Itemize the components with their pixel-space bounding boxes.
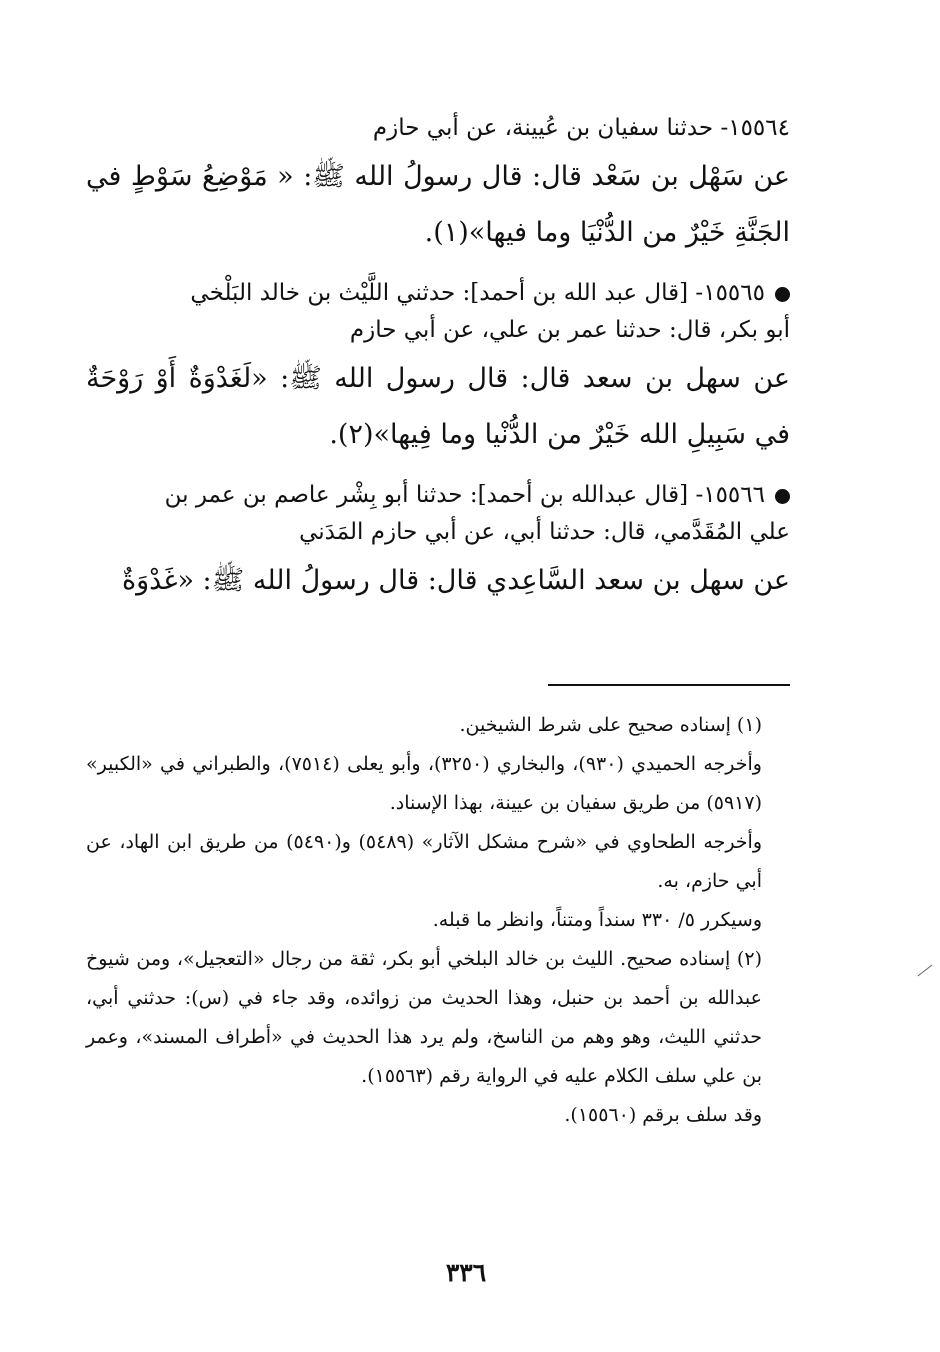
hadith-entry-15566	[86, 477, 790, 609]
isnad-line	[86, 477, 790, 514]
footnote-separator	[548, 684, 790, 686]
footnote-paragraph: وقد سلف برقم (١٥٥٦٠).	[564, 1104, 762, 1126]
footnotes	[86, 706, 790, 1135]
margin-mark	[918, 965, 933, 977]
isnad-text: ١٥٥٦٦- [قال عبدالله بن أحمد]: حدثنا أبو بِشْر عاصم بن عمر بن	[164, 482, 765, 508]
bullet-icon	[775, 489, 790, 504]
footnote-paragraph: وأخرجه الطحاوي في «شرح مشكل الآثار» (٥٤٨٩) و(٥٤٩٠) من طريق ابن الهاد، عن أبي حازم، به.	[86, 831, 762, 892]
footnote-paragraph: وسيكرر ٥/ ٣٣٠ سنداً ومتناً، وانظر ما قبله.	[432, 909, 762, 931]
hadith-entry-15564	[86, 110, 790, 261]
footnote-paragraph: (١) إسناده صحيح على شرط الشيخين.	[459, 714, 762, 736]
footnote-paragraph: وأخرجه الحميدي (٩٣٠)، والبخاري (٣٢٥٠)، وأبو يعلى (٧٥١٤)، والطبراني في «الكبير» (٥٩١٧) من طريق سفيان بن عيينة، بهذا الإسناد.	[86, 753, 762, 814]
matn-text: عن سهل بن سعد السَّاعِدي قال: قال رسولُ الله ﷺ: «غَدْوَةٌ	[121, 565, 790, 596]
hadith-text-body	[86, 110, 790, 623]
isnad-text: ١٥٥٦٥- [قال عبد الله بن أحمد]: حدثني اللَّيْث بن خالد البَلْخي	[190, 280, 765, 306]
matn-text: عن سهل بن سعد قال: قال رسول الله ﷺ: «لَغَدْوَةٌ أَوْ رَوْحَةٌ في سَبِيلِ الله خَيْرٌ من الدُّنْيا وما فِيها»(٢).	[86, 363, 790, 450]
isnad-line: علي المُقَدَّمي، قال: حدثنا أبي، عن أبي حازم المَدَني	[299, 519, 790, 545]
footnote-paragraph: (٢) إسناده صحيح. الليث بن خالد البلخي أبو بكر، ثقة من رجال «التعجيل»، ومن شيوخ عبدالله بن أحمد بن حنبل، وهذا الحديث من زوائده، وقد جاء في (س): حدثني أبي، حدثني الليث، وهو وهم من الناسخ، ولم يرد هذا الحديث في «أطراف المسند»، وعمر بن علي سلف الكلام عليه في الرواية رقم (١٥٥٦٣).	[86, 948, 762, 1087]
matn-text: عن سَهْل بن سَعْد قال: قال رسولُ الله ﷺ: « مَوْضِعُ سَوْطٍ في الجَنَّةِ خَيْرٌ من الدُّنْيَا وما فيها»(١).	[86, 161, 790, 248]
hadith-entry-15565	[86, 275, 790, 463]
page-number: ٣٣٦	[445, 1258, 487, 1287]
isnad-line	[86, 275, 790, 312]
isnad-line: أبو بكر، قال: حدثنا عمر بن علي، عن أبي حازم	[349, 317, 790, 343]
isnad-line: ١٥٥٦٤- حدثنا سفيان بن عُيينة، عن أبي حازم	[372, 115, 790, 141]
bullet-icon	[775, 287, 790, 302]
